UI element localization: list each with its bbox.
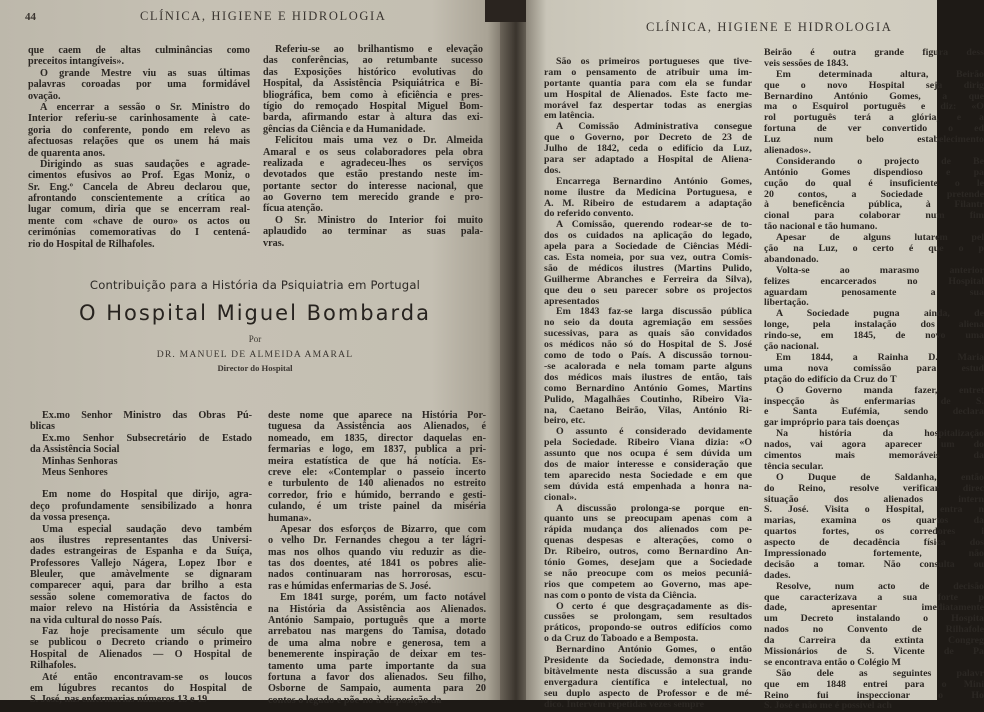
text-line: dos os cuidados na aplicação do legado,: [544, 230, 752, 242]
text-line: maior relevo na História da Assistência e: [30, 603, 252, 615]
text-line: Apesar de alguns lutarem pel: [776, 232, 984, 244]
paragraph: [764, 582, 984, 669]
paragraph: [544, 122, 752, 176]
text-line: -se acalorada e nela tomam parte alguns: [544, 360, 752, 372]
text-line: Sr. Eng.º Cancela de Abreu declarou que,: [28, 181, 250, 193]
text-line: se não preocupe com os meios pecuniá-: [544, 567, 752, 579]
text-line: Luz num belo estabelecimento: [764, 134, 984, 146]
paragraph: [764, 70, 984, 157]
text-line: creve ele: «Contemplar o passeio incerto: [268, 466, 486, 478]
text-line: e turbulento de 140 alienados no estreito: [268, 478, 486, 490]
text-line: da Carreira da extinta Congreg: [764, 635, 984, 647]
text-line: Até então encontravam-se os loucos: [42, 671, 252, 683]
text-line: mas nos olhos quando viu reduzir as die-: [268, 546, 486, 558]
text-line: Encarrega Bernardino António Gomes,: [556, 175, 752, 187]
text-line: nados, vai agora aparecer um do: [764, 439, 984, 451]
text-line: A encerrar a sessão o Sr. Ministro do: [40, 101, 250, 113]
text-line: Hospital de Alienados — O Hospital de: [30, 648, 252, 660]
text-line: na, Caetano Beirão, Vilas, António Ri-: [544, 404, 752, 416]
text-line: nados no Convento de Rilhafole: [764, 624, 984, 636]
text-line: nados continuaram nas horrorosas, escu-: [268, 569, 486, 581]
paragraph: [544, 57, 752, 122]
text-line: São os primeiros portugueses que tive-: [556, 56, 752, 67]
text-line: rios que competem ao Governo, mas ape-: [544, 578, 752, 590]
text-line: culando, é um triste painel da miséria: [268, 501, 486, 513]
paragraph: [544, 177, 752, 221]
text-line: blicas: [30, 421, 55, 433]
text-line: o da Cruz do Taboado e a Bemposta.: [544, 633, 699, 645]
text-line: são de médicos ilustres (Martins Pulido,: [544, 262, 752, 274]
text-line: quanto uns se preocupam apenas com a: [544, 513, 752, 525]
text-line: fermarias e logo, em 1837, publica a pri-: [268, 444, 486, 456]
text-line: do referido convento.: [544, 208, 634, 220]
text-line: Amaral e os seus colaboradores pela obra: [263, 146, 483, 158]
text-line: ovação.: [28, 90, 61, 102]
paragraph: [268, 524, 486, 592]
paragraph: [263, 135, 483, 215]
text-line: Em 1844, a Rainha D. Maria: [776, 351, 984, 363]
text-line: rio do Hospital de Rilhafoles.: [28, 238, 155, 250]
text-line: cussões se prolongam, sem resultados: [544, 611, 752, 623]
paragraph: [30, 410, 252, 433]
text-line: Ex.mo Senhor Subsecretário de Estado: [42, 432, 252, 444]
text-line: tas dos doentes, até 1841 os pobres alie-: [268, 558, 486, 570]
paragraph: [764, 157, 984, 233]
text-line: libertação.: [764, 297, 809, 309]
text-line: Rilhafoles.: [30, 660, 77, 672]
text-line: benemerente inspiração de deixar em tes-: [268, 649, 486, 661]
text-line: o velho Dr. Fernandes chegou a ter lágri-: [268, 535, 486, 547]
text-line: de quarenta anos.: [28, 147, 106, 159]
paragraph: [764, 429, 984, 473]
text-line: aplaudido ao terminar as suas pala-: [263, 226, 483, 238]
text-line: decisão a tomar. Não consulta ou: [764, 558, 984, 570]
text-line: cerimónias comemorativas do I centená-: [28, 227, 250, 239]
text-line: ras e húmidas enfermarias de S. José.: [268, 580, 431, 592]
text-line: dos.: [544, 164, 561, 176]
paragraph: [544, 220, 752, 307]
text-line: S. José, nas enfermarias números 13 e 19: [30, 694, 208, 706]
column-2: [764, 47, 984, 712]
paragraph: [30, 489, 252, 523]
text-line: alienados».: [764, 145, 811, 157]
text-line: dades estrangeiras de Espanha e da Suíça,: [30, 546, 252, 558]
text-line: Impressionado fortemente, não: [764, 547, 984, 559]
text-line: tígio do remoçado Hospital Miguel Bom-: [263, 100, 483, 112]
text-line: tuguesa da Assistência aos Alienados, é: [268, 421, 486, 433]
text-line: ção nacional.: [764, 341, 819, 353]
text-line: Missionários de S. Vicente de Pa: [764, 645, 984, 657]
text-line: 20 contos, a Sociedade pretende: [764, 188, 984, 200]
text-line: que deu o seu parecer sobre os projectos: [544, 284, 752, 296]
text-line: Dirigindo as suas saudações e agrade-: [40, 158, 250, 170]
text-line: Hospital, da Assistência Psiquiátrica e Bi-: [263, 78, 483, 90]
text-line: A Comissão Administrativa consegue: [556, 121, 752, 133]
text-line: ma o Esquirol português e diz: «O: [764, 101, 984, 113]
column-top-1: [28, 45, 250, 255]
article-author: DR. MANUEL DE ALMEIDA AMARAL: [156, 349, 354, 360]
text-line: que caem de altas culminâncias como: [28, 45, 250, 56]
text-line: realizada e agradeceu-lhes os serviços: [263, 157, 483, 169]
text-line: deço profundamente sensibilizado a honra: [30, 500, 252, 512]
text-line: Beirão é outra grande figura dess: [764, 47, 984, 58]
text-line: A. M. Ribeiro de estudarem a adaptação: [544, 197, 752, 209]
text-line: práticos, propondo-se outros edifícios como: [544, 622, 752, 634]
paragraph: [268, 410, 486, 524]
text-line: Em 1843 faz-se larga discussão pública: [556, 306, 752, 318]
text-line: preceitos intangíveis».: [28, 56, 125, 68]
text-line: A Comissão, querendo rodear-se de to-: [556, 219, 752, 231]
text-line: O grande Mestre viu as suas últimas: [40, 67, 250, 79]
paragraph: [544, 504, 752, 602]
text-line: António Sampaio, português que a morte: [268, 615, 486, 627]
text-line: O Duque de Saldanha, então: [776, 471, 984, 483]
text-line: palavras coroadas por uma formidável: [28, 79, 250, 91]
text-line: Meus Senhores: [42, 466, 108, 478]
text-line: Referiu-se ao brilhantismo e elevação: [275, 44, 483, 55]
text-line: do Reino, resolve verificar direc: [764, 482, 984, 494]
text-line: marias, examina os quartos da: [764, 515, 984, 527]
column-bottom-2: [268, 410, 486, 706]
column-bottom-1: [30, 410, 252, 706]
paragraph: [30, 626, 252, 672]
paragraph: [544, 602, 752, 646]
text-line: ptação do edifício da Cruz do T: [764, 373, 897, 385]
text-line: devotados que estão prestando neste im-: [263, 169, 483, 181]
text-line: tem aparecido nesta Sociedade e em que: [544, 469, 752, 481]
page-number: 44: [25, 11, 36, 23]
text-line: dade, apresentar imediatamente: [764, 602, 984, 614]
text-line: bliográfica, bem como à eficiência e pres-: [263, 89, 483, 101]
text-line: sucessivas, para as quais são convidados: [544, 328, 752, 340]
text-line: fortuna de ver convertido o ed: [764, 123, 984, 135]
author-role: Director do Hospital: [217, 363, 293, 373]
paragraph: [544, 307, 752, 427]
text-line: portante quantia para com ela se fundar: [544, 77, 752, 89]
paragraph: [764, 48, 984, 70]
text-line: mente com «chave de ouro» os actos ou: [28, 215, 250, 227]
text-line: ao Governo tem merecido grande e pro-: [263, 192, 483, 204]
paragraph: [28, 68, 250, 102]
paragraph: [30, 672, 252, 706]
text-line: cimentos efusivos ao Prof. Egas Moniz, o: [28, 170, 250, 182]
text-line: para ser adaptado a Hospital de Aliena-: [544, 154, 752, 166]
text-line: cional».: [544, 491, 577, 503]
text-line: Uma especial saudação devo também: [42, 523, 252, 535]
running-head: CLÍNICA, HIGIENE E HIDROLOGIA: [646, 20, 893, 34]
text-line: fícua atenção.: [263, 203, 323, 215]
text-line: abandonado.: [764, 253, 819, 265]
text-line: das Exposições histórico evolutivas do: [263, 66, 483, 78]
text-line: humana».: [268, 512, 312, 524]
text-line: sessão solene comemorativa de factos do: [30, 591, 252, 603]
text-line: como Bernardino António Gomes, Martins: [544, 382, 752, 394]
text-line: Osborne de Sampaio, aumenta para 20: [268, 683, 486, 695]
text-line: Bernardino António Gomes, o então: [556, 644, 752, 656]
text-line: nas com o ponto de vista da Ciência.: [544, 589, 697, 601]
text-line: Bleuler, que amàvelmente se dignaram: [30, 569, 252, 581]
text-line: corredor, frio e húmido, berrando e gesti-: [268, 489, 486, 501]
text-line: nome ilustre da Medicina Portuguesa, e: [544, 186, 752, 198]
paragraph: [764, 669, 984, 712]
text-line: vras.: [263, 237, 285, 249]
text-line: fortuna a favor dos alienados. Seu filho,: [268, 671, 486, 683]
text-line: em lúgubres recantos do Hospital de: [30, 682, 252, 694]
text-line: tónio Gomes, desejam que a Sociedade: [544, 556, 752, 568]
text-line: da vossa presença.: [30, 512, 110, 524]
text-line: um Decreto instalando o Hospita: [764, 613, 984, 625]
text-line: assunto que nos ocupa é sem dúvida um: [544, 448, 752, 460]
text-line: Interior referiu-se carinhosamente à cate-: [28, 113, 250, 125]
article-title: O Hospital Miguel Bombarda: [79, 301, 431, 325]
text-line: Apesar dos esforços de Bizarro, que com: [280, 523, 486, 535]
article-kicker: Contribuição para a História da Psiquiatria em Portugal: [89, 278, 421, 292]
text-line: S. José e não me é possível ach: [764, 700, 892, 712]
text-line: Na história da hospitalização: [776, 428, 984, 440]
running-head: CLÍNICA, HIGIENE E HIDROLOGIA: [140, 9, 387, 23]
text-line: tamento uma parte importante da sua: [268, 660, 486, 672]
text-line: rápida mudança dos alienados com pe-: [544, 524, 752, 536]
text-line: Minhas Senhoras: [42, 455, 118, 467]
text-line: no seio da douta agremiação em sessões: [544, 317, 752, 329]
text-line: das conferências, ao retumbante sucesso: [263, 55, 483, 67]
text-line: Ex.mo Senhor Ministro das Obras Pú-: [42, 410, 252, 421]
paragraph: [28, 159, 250, 250]
text-line: cional para colaborar num fim: [764, 210, 984, 222]
text-line: pela Sociedade. Ribeiro Viana dizia: «O: [544, 437, 752, 449]
text-line: Reino fui inspeccionar o Ho: [764, 689, 984, 701]
text-line: uma nova comissão para estud: [764, 362, 984, 374]
text-line: A discussão prolonga-se porque en-: [556, 502, 752, 514]
paragraph: [263, 215, 483, 249]
text-line: comparecer aqui, para dar brilho a esta: [30, 580, 252, 592]
article-heading: [40, 278, 470, 373]
text-line: rindo-se, em 1845, de novo uma: [764, 330, 984, 342]
text-line: quenas despesas e alterações, como o: [544, 535, 752, 547]
text-line: Professores Vallejo Nágera, Lopez Ibor e: [30, 557, 252, 569]
text-line: veis sessões de 1843.: [764, 57, 849, 69]
text-line: lugar comum, diria que se encerram real-: [28, 204, 250, 216]
text-line: um Hospital de Alienados. Este facto me-: [544, 88, 752, 100]
text-line: rol português terá a glória, e a: [764, 112, 984, 124]
paragraph: [764, 386, 984, 430]
text-line: ção na Luz, o certo é que o p: [764, 243, 984, 255]
paragraph: [30, 524, 252, 627]
text-line: felizes encarcerados no Hospital: [764, 275, 984, 287]
text-line: portante sector do interesse nacional, que: [263, 180, 483, 192]
text-line: morável faz despertar todas as energias: [544, 99, 752, 111]
text-line: Julho de 1842, ceda o edifício da Luz,: [544, 143, 752, 155]
text-line: contos o legado e põe-no à disposição da: [268, 694, 442, 706]
text-line: A Sociedade pugna ainda, de: [776, 308, 984, 320]
text-line: arrebatou nas margens do Tamisa, dotado: [268, 626, 486, 638]
text-line: na História da Assistência aos Alienados.: [268, 603, 486, 615]
paragraph: [28, 102, 250, 159]
text-line: aguardam penosamente a sua: [764, 286, 984, 298]
text-line: Felicitou mais uma vez o Dr. Almeida: [275, 135, 483, 147]
text-line: aspecto de decadência física dos: [764, 537, 984, 549]
text-line: dades.: [764, 569, 791, 581]
paragraph: [764, 309, 984, 353]
text-line: O Sr. Ministro do Interior foi muito: [275, 214, 483, 226]
text-line: Resolve, num acto de decisão: [776, 580, 984, 592]
text-line: cas. Esta nomeia, por sua vez, outra Comis-: [544, 252, 752, 264]
text-line: inspecção às enfermarias de S.: [764, 395, 984, 407]
paragraph: [30, 467, 252, 478]
text-line: O Governo manda fazer, entret: [776, 384, 984, 396]
column-top-2: [263, 44, 483, 254]
text-line: afectuosas relações que os unem há mais: [28, 136, 250, 148]
article-byline: Por: [248, 334, 262, 344]
text-line: O certo é que desgraçadamente as dis-: [556, 600, 752, 612]
text-line: Volta-se ao marasmo anterior: [776, 264, 984, 276]
text-line: e Santa Eufémia, sendo declara: [764, 406, 984, 418]
text-line: São dele as seguintes palavr: [776, 667, 984, 679]
text-line: dos de maior interesse e consideração que: [544, 458, 752, 470]
paragraph: [764, 353, 984, 386]
paragraph: [764, 233, 984, 266]
text-line: O assunto é considerado devidamente: [556, 426, 752, 438]
text-line: Bernardino António Gomes, a que: [764, 90, 984, 102]
text-line: apresentados: [544, 295, 600, 307]
text-line: cução do qual é insuficiente o le: [764, 177, 984, 189]
text-line: cimentos mais memoráveis da: [764, 449, 984, 461]
paragraph: [30, 456, 252, 467]
text-line: Guilherme Abranches e Ferreira da Silva),: [544, 273, 752, 285]
text-line: Pulido, Magalhães Coutinho, Ribeiro Via-: [544, 393, 752, 405]
text-line: os médicos não só do Hospital de S. José: [544, 339, 752, 351]
text-line: que caracterizava a sua forte p: [764, 591, 984, 603]
text-line: Dr. Ribeiro, outros, como Bernardino An-: [544, 546, 752, 558]
text-line: que o Governo, por Decreto de 23 de: [544, 132, 752, 144]
text-line: bitàvelmente nesta discussão a sua grande: [544, 665, 752, 677]
text-line: dico. Intervém repetidas vezes sempre: [544, 698, 705, 710]
paragraph: [544, 645, 752, 710]
text-line: beiro, etc.: [544, 415, 586, 427]
text-line: Em nome do Hospital que dirijo, agra-: [42, 489, 252, 501]
text-line: que o novo Hospital seja dirig: [764, 79, 984, 91]
text-line: gências da Ciência e da Humanidade.: [263, 123, 426, 135]
paragraph: [263, 44, 483, 135]
text-line: da Assistência Social: [30, 444, 120, 456]
text-line: na vida cultural do nosso País.: [30, 614, 162, 626]
column-1: [544, 56, 752, 710]
text-line: longe, pela instalação dos aliena: [764, 319, 984, 331]
text-line: Faz hoje precisamente um século que: [42, 626, 252, 638]
text-line: ram o pensamento de atribuir uma im-: [544, 66, 752, 78]
paragraph: [28, 45, 250, 68]
text-line: situação dos alienados intern: [764, 493, 984, 505]
text-line: barda, afirmando estar à altura das exi-: [263, 112, 483, 124]
text-line: à beneficência pública, à Filantr: [764, 199, 984, 211]
spacer: [30, 478, 252, 489]
text-line: deste nome que aparece na História Por-: [268, 410, 486, 421]
text-line: Em 1841 surge, porém, um facto notável: [280, 592, 486, 604]
text-line: em latência.: [544, 110, 595, 122]
text-line: que em 1848 entrei para o Mini: [764, 678, 984, 690]
paragraph: [764, 266, 984, 310]
text-line: afrontando conscientemente a crítica ao: [28, 193, 250, 205]
text-line: Considerando o projecto de Be: [776, 155, 984, 167]
text-line: aos ilustres representantes das Universi-: [30, 534, 252, 546]
paragraph: [268, 592, 486, 706]
text-line: Em determinada altura, Beirão: [776, 68, 984, 80]
text-line: nomeado, em 1835, director daquelas en-: [268, 432, 486, 444]
text-line: apela para a Sociedade de Ciências Médi-: [544, 241, 752, 253]
text-line: sem dúvida está empenhada a honra na-: [544, 480, 752, 492]
text-line: gar impróprio para tais doenças: [764, 417, 900, 429]
text-line: goria do conferente, pondo em relevo as: [28, 124, 250, 136]
text-line: como de todo o País. A discussão tornou-: [544, 350, 752, 362]
text-line: meira estatística de que há notícia. Es-: [268, 455, 486, 467]
right-page: [526, 0, 984, 712]
text-line: Presidente da Sociedade, demonstra indu-: [544, 654, 752, 666]
text-line: se publicou o Decreto criando o primeiro: [30, 637, 252, 649]
text-line: envergadura científica e intelectual, no: [544, 676, 752, 688]
text-line: se encontrava então o Colégio M: [764, 656, 901, 668]
paragraph: [544, 427, 752, 503]
text-line: tência secular.: [764, 460, 824, 472]
text-line: S. José. Visita o Hospital, entra n: [764, 504, 984, 516]
text-line: de uma alma nobre e generosa, tem a: [268, 637, 486, 649]
text-line: dos médicos mais ilustres de então, tais: [544, 371, 752, 383]
text-line: seu duplo aspecto de Professor e de mé-: [544, 687, 752, 699]
text-line: tão nacional e tão humano.: [764, 221, 878, 233]
text-line: António Gomes dispendioso e pa: [764, 166, 984, 178]
text-line: quartos fortes, os corredores i: [764, 526, 984, 538]
paragraph: [30, 433, 252, 456]
paragraph: [764, 473, 984, 582]
